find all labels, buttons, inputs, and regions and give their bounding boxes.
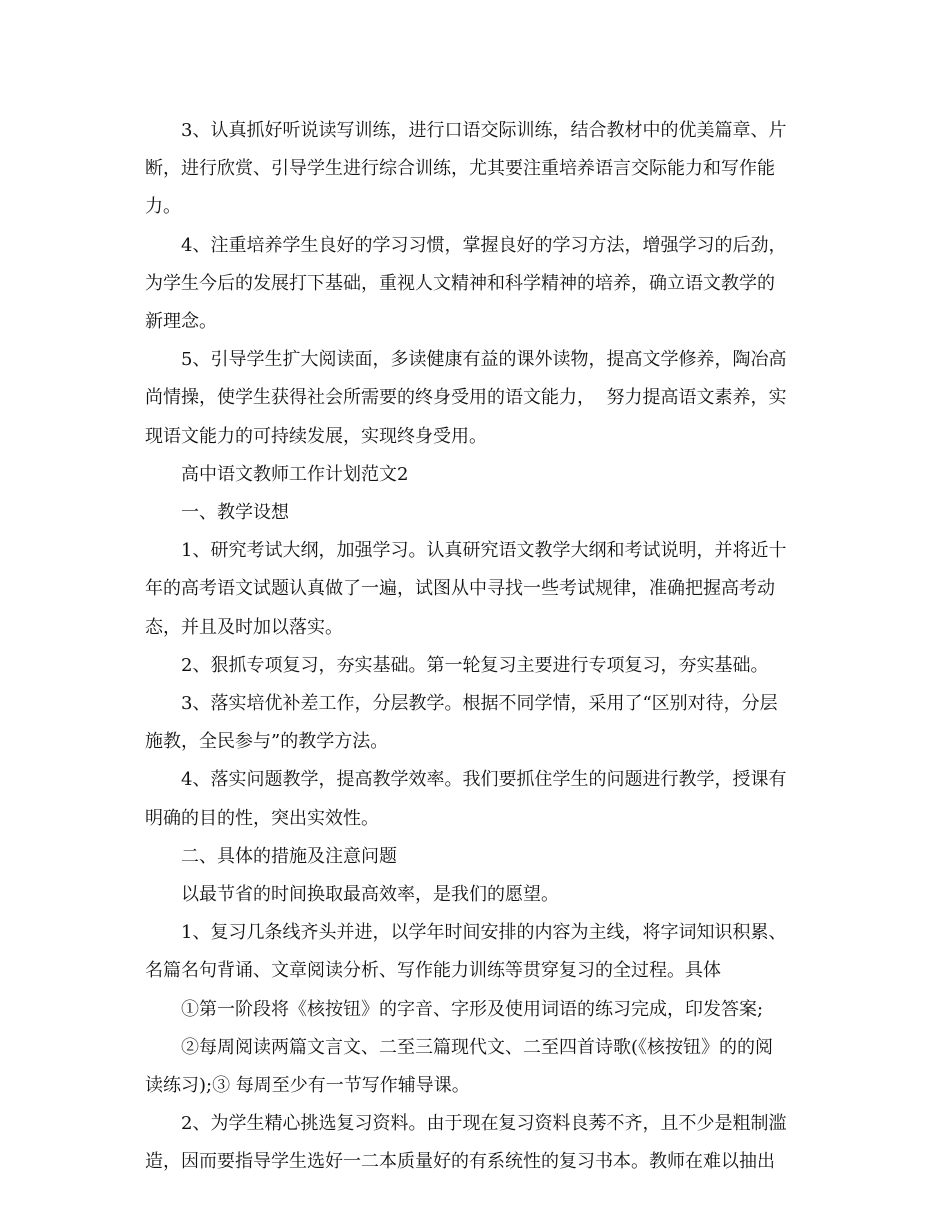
text-line: 以最节省的时间换取最高效率，是我们的愿望。: [181, 884, 559, 906]
document-body: [145, 112, 810, 1182]
text-line: 力。: [145, 196, 181, 218]
text-line: 新理念。: [145, 311, 217, 333]
text-line: 2、狠抓专项复习，夯实基础。第一轮复习主要进行专项复习，夯实基础。: [181, 654, 769, 676]
text-line: 态，并且及时加以落实。: [145, 616, 343, 638]
text-line: 读练习);③ 每周至少有一节写作辅导课。: [145, 1075, 470, 1097]
text-line: 5、引导学生扩大阅读面，多读健康有益的课外读物，提高文学修养，陶冶高: [181, 349, 787, 371]
text-line: 造，因而要指导学生选好一二本质量好的有系统性的复习书本。教师在难以抽出: [145, 1151, 775, 1173]
text-line: 施教，全民参与”的教学方法。: [145, 731, 389, 753]
text-line: ②每周阅读两篇文言文、二至三篇现代文、二至四首诗歌(《核按钮》的的阅: [181, 1036, 774, 1058]
text-line: 3、落实培优补差工作，分层教学。根据不同学情，采用了“区别对待，分层: [181, 693, 778, 715]
text-line: 尚情操，使学生获得社会所需要的终身受用的语文能力， 努力提高语文素养，实: [145, 387, 787, 409]
text-line: 2、为学生精心挑选复习资料。由于现在复习资料良莠不齐，且不少是粗制滥: [181, 1113, 787, 1135]
text-line: 为学生今后的发展打下基础，重视人文精神和科学精神的培养，确立语文教学的: [145, 272, 775, 294]
text-line: 1、复习几条线齐头并进，以学年时间安排的内容为主线，将字词知识积累、: [181, 922, 787, 944]
section-heading: 二、具体的措施及注意问题: [181, 845, 397, 867]
section-title: 高中语文教师工作计划范文2: [181, 463, 409, 485]
text-line: 1、研究考试大纲，加强学习。认真研究语文教学大纲和考试说明，并将近十: [181, 540, 787, 562]
text-line: 3、认真抓好听说读写训练，进行口语交际训练，结合教材中的优美篇章、片: [181, 120, 787, 141]
text-line: 断，进行欣赏、引导学生进行综合训练，尤其要注重培养语言交际能力和写作能: [145, 158, 775, 180]
text-line: 明确的目的性，突出实效性。: [145, 807, 379, 829]
text-line: 名篇名句背诵、文章阅读分析、写作能力训练等贯穿复习的全过程。具体: [145, 960, 721, 982]
text-line: 年的高考语文试题认真做了一遍，试图从中寻找一些考试规律，准确把握高考动: [145, 578, 775, 600]
text-line: 现语文能力的可持续发展，实现终身受用。: [145, 425, 487, 447]
text-line: 4、落实问题教学，提高教学效率。我们要抓住学生的问题进行教学，授课有: [181, 769, 787, 791]
text-line: ①第一阶段将《核按钮》的字音、字形及使用词语的练习完成，印发答案;: [181, 998, 764, 1020]
text-line: 4、注重培养学生良好的学习习惯，掌握良好的学习方法，增强学习的后劲，: [181, 234, 787, 256]
section-heading: 一、教学设想: [181, 502, 289, 524]
